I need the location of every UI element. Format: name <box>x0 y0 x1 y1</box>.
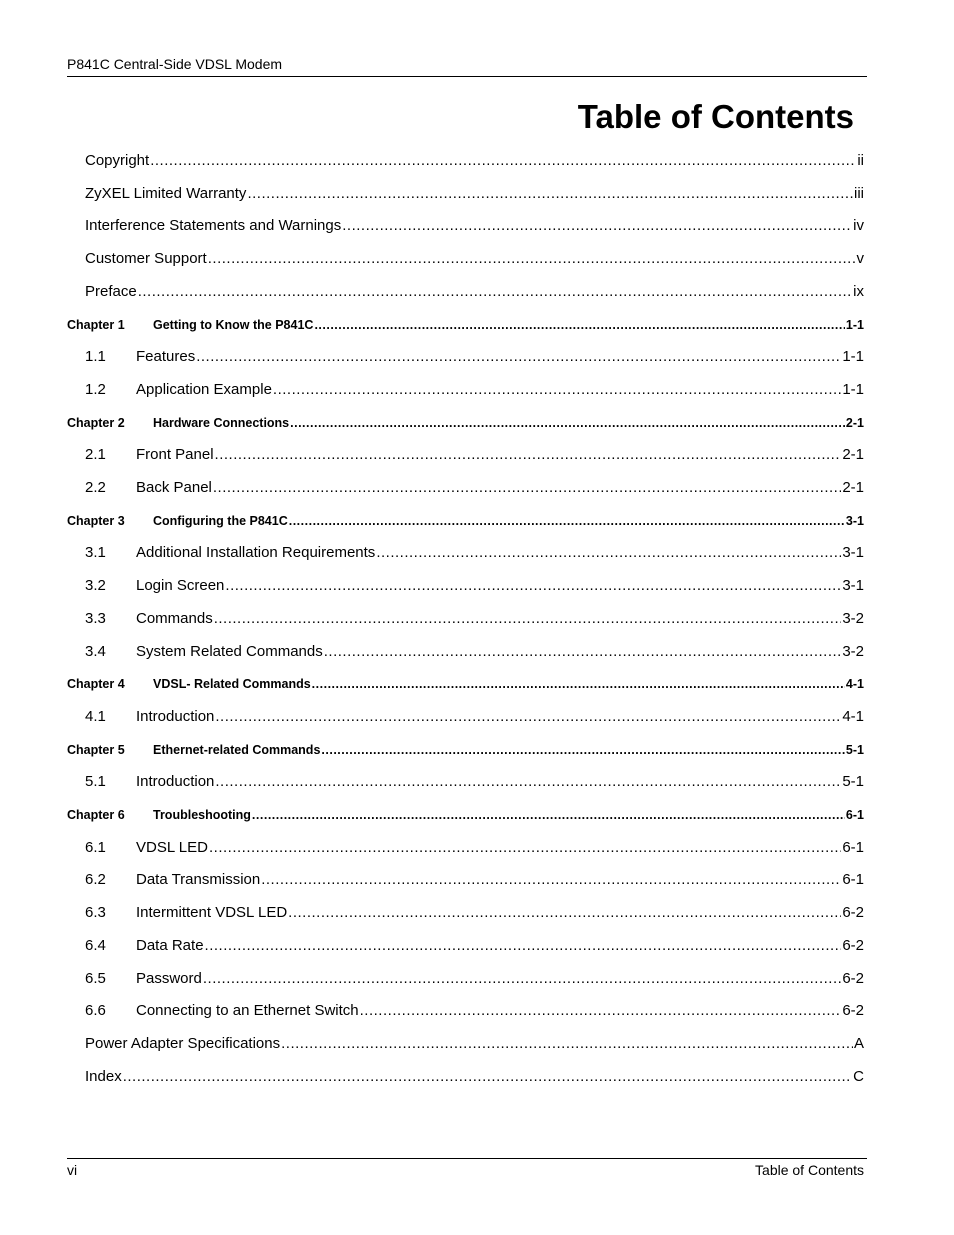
toc-page-number: 2-1 <box>842 479 864 496</box>
toc-section-row[interactable] <box>85 871 864 891</box>
toc-section-row[interactable] <box>85 479 864 499</box>
toc-section-number: 6.4 <box>85 936 106 954</box>
toc-leader-dots <box>215 708 841 725</box>
toc-entry-title: Introduction <box>136 707 215 725</box>
toc-section-row[interactable] <box>85 643 864 663</box>
toc-entry-label <box>85 839 208 856</box>
toc-section-number: 1.2 <box>85 380 106 398</box>
toc-page-number: A <box>853 1034 864 1052</box>
toc-page-number: 5-1 <box>842 773 864 791</box>
toc-leader-dots <box>213 479 841 496</box>
toc-entry-title: Index <box>85 1067 122 1085</box>
toc-page-number: 6-1 <box>845 808 864 822</box>
toc-entry-row[interactable] <box>85 1035 864 1055</box>
toc-entry-row[interactable] <box>85 1068 864 1088</box>
toc-entry-label <box>85 1068 122 1085</box>
toc-page-number: 3-1 <box>842 577 864 595</box>
toc-section-row[interactable] <box>85 348 864 368</box>
toc-entry-row[interactable] <box>85 217 864 237</box>
toc-page-number: 2-1 <box>845 415 864 430</box>
toc-section-number: 6.3 <box>85 904 106 922</box>
toc-page-number: 6-1 <box>842 871 864 889</box>
toc-chapter-title: Hardware Connections <box>153 415 290 430</box>
toc-entry-title: ZyXEL Limited Warranty <box>85 184 247 202</box>
toc-section-number: 2.1 <box>85 446 106 464</box>
page-footer <box>67 1158 867 1183</box>
toc-page-number: ii <box>857 152 864 169</box>
toc-entry-title: Intermittent VDSL LED <box>136 904 288 922</box>
toc-entry-label <box>85 217 341 234</box>
toc-page-number: iv <box>853 217 864 235</box>
toc-entry-title: Customer Support <box>85 250 207 268</box>
toc-entry-title: Application Example <box>136 380 272 398</box>
toc-leader-dots <box>252 808 845 822</box>
toc-page-number: 6-2 <box>842 936 864 954</box>
toc-chapter-number: Chapter 1 <box>67 317 125 332</box>
toc-page-number: 3-1 <box>842 544 864 562</box>
toc-entry-label <box>85 152 149 169</box>
toc-section-row[interactable] <box>85 708 864 728</box>
toc-section-row[interactable] <box>85 544 864 564</box>
toc-entry-label <box>85 708 214 725</box>
toc-section-number: 3.2 <box>85 577 106 595</box>
toc-section-number: 3.4 <box>85 642 106 660</box>
toc-page-number: iii <box>854 184 864 202</box>
toc-chapter-title: Ethernet-related Commands <box>153 742 321 757</box>
toc-page-number: v <box>856 250 864 268</box>
toc-leader-dots <box>203 970 841 987</box>
toc-section-row[interactable] <box>85 970 864 990</box>
toc-section-number: 3.1 <box>85 544 106 562</box>
toc-entry-label <box>85 610 213 627</box>
toc-entry-label <box>85 643 323 660</box>
toc-section-row[interactable] <box>85 610 864 630</box>
toc-entry-label <box>67 514 288 528</box>
header-title: P841C Central-Side VDSL Modem <box>67 56 283 72</box>
toc-leader-dots <box>225 577 841 594</box>
page-header <box>67 56 867 77</box>
toc-leader-dots <box>150 152 856 169</box>
toc-entry-title: Connecting to an Ethernet Switch <box>136 1002 359 1020</box>
toc-page-number: ix <box>853 282 864 300</box>
toc-entry-label <box>67 318 313 332</box>
toc-page-number: 3-1 <box>845 513 864 528</box>
toc-section-row[interactable] <box>85 446 864 466</box>
toc-leader-dots <box>342 217 852 234</box>
toc-leader-dots <box>273 381 841 398</box>
toc-leader-dots <box>138 283 852 300</box>
toc-entry-title: Copyright <box>85 152 150 169</box>
toc-section-row[interactable] <box>85 839 864 859</box>
toc-section-number: 6.1 <box>85 838 106 856</box>
toc-entry-label <box>85 185 246 202</box>
toc-leader-dots <box>376 544 841 561</box>
toc-leader-dots <box>324 643 842 660</box>
toc-leader-dots <box>321 743 845 757</box>
toc-page-number: 1-1 <box>845 317 864 332</box>
toc-leader-dots <box>196 348 841 365</box>
toc-entry-label <box>85 773 214 790</box>
toc-leader-dots <box>312 677 845 691</box>
toc-leader-dots <box>261 871 841 888</box>
toc-entry-label <box>85 1035 280 1052</box>
toc-leader-dots <box>215 773 841 790</box>
toc-leader-dots <box>247 185 853 202</box>
toc-entry-label <box>85 446 214 463</box>
toc-entry-label <box>67 677 311 691</box>
toc-entry-label <box>85 937 204 954</box>
toc-leader-dots <box>214 610 842 627</box>
toc-entry-label <box>85 871 260 888</box>
toc-page-number: 3-2 <box>842 609 864 627</box>
toc-section-number: 6.5 <box>85 969 106 987</box>
toc-page-number: 3-2 <box>842 642 864 660</box>
toc-entry-label <box>85 381 272 398</box>
toc-entry-label <box>85 970 202 987</box>
toc-chapter-row[interactable] <box>67 808 864 826</box>
toc-page-number: 1-1 <box>842 348 864 366</box>
toc-entry-title: Introduction <box>136 773 215 791</box>
toc-leader-dots <box>360 1002 842 1019</box>
toc-entry-title: Data Rate <box>136 936 204 954</box>
toc-entry-label <box>85 348 195 365</box>
toc-entry-label <box>85 544 375 561</box>
toc-section-row[interactable] <box>85 577 864 597</box>
toc-page-number: 4-1 <box>842 707 864 725</box>
toc-leader-dots <box>288 904 841 921</box>
toc-entry-row[interactable] <box>85 250 864 270</box>
toc-chapter-number: Chapter 5 <box>67 742 125 757</box>
toc-entry-label <box>85 577 224 594</box>
toc-leader-dots <box>215 446 842 463</box>
toc-entry-label <box>85 250 207 267</box>
toc-page-number: 6-1 <box>842 838 864 856</box>
toc-page-number: 6-2 <box>842 904 864 922</box>
toc-entry-title: Login Screen <box>136 577 225 595</box>
toc-page-number: 1-1 <box>842 380 864 398</box>
footer-section-title: Table of Contents <box>755 1162 864 1178</box>
toc-leader-dots <box>123 1068 852 1085</box>
toc-page-number: 4-1 <box>845 677 864 692</box>
toc-section-number: 1.1 <box>85 348 106 366</box>
toc-entry-title: VDSL LED <box>136 838 208 856</box>
toc-entry-row[interactable] <box>85 283 864 303</box>
toc-leader-dots <box>281 1035 853 1052</box>
toc-page-number: C <box>853 1067 864 1085</box>
toc-page-number: 6-2 <box>842 969 864 987</box>
toc-entry-title: Back Panel <box>136 479 212 496</box>
toc-entry-title: Data Transmission <box>136 871 261 889</box>
toc-entry-label <box>85 1002 359 1019</box>
page-title: Table of Contents <box>577 98 854 135</box>
toc-entry-title: Password <box>136 969 202 987</box>
footer-page-number: vi <box>67 1162 78 1178</box>
toc-entry-label <box>85 904 287 921</box>
toc-entry-label <box>67 808 251 822</box>
toc-entry-title: Preface <box>85 282 137 300</box>
toc-entry-title: Interference Statements and Warnings <box>85 217 342 235</box>
toc-entry-label <box>67 743 320 757</box>
toc-leader-dots <box>205 937 842 954</box>
toc-leader-dots <box>314 318 844 332</box>
toc-entry-title: Power Adapter Specifications <box>85 1034 281 1052</box>
toc-chapter-title: VDSL- Related Commands <box>153 677 311 692</box>
toc-chapter-title: Configuring the P841C <box>153 513 288 528</box>
toc-page-number: 6-2 <box>842 1002 864 1020</box>
toc-entry-label <box>67 416 289 430</box>
toc-entry-label <box>85 479 212 496</box>
toc-section-row[interactable] <box>85 937 864 957</box>
toc-chapter-row[interactable] <box>67 677 864 695</box>
toc-entry-title: Additional Installation Requirements <box>136 544 376 562</box>
toc-page-number: 2-1 <box>842 446 864 464</box>
toc-chapter-number: Chapter 4 <box>67 677 125 692</box>
toc-entry-title: Commands <box>136 609 213 627</box>
toc-entry-label <box>85 283 137 300</box>
toc-chapter-row[interactable] <box>67 514 864 532</box>
toc-section-row[interactable] <box>85 381 864 401</box>
toc-chapter-number: Chapter 6 <box>67 808 125 822</box>
toc-chapter-row[interactable] <box>67 318 864 336</box>
toc-section-number: 6.6 <box>85 1002 106 1020</box>
toc-chapter-title: Getting to Know the P841C <box>153 317 314 332</box>
toc-leader-dots <box>208 250 856 267</box>
toc-leader-dots <box>209 839 841 856</box>
toc-chapter-row[interactable] <box>67 743 864 761</box>
toc-section-number: 3.3 <box>85 609 106 627</box>
toc-section-number: 6.2 <box>85 871 106 889</box>
toc-section-number: 4.1 <box>85 707 106 725</box>
toc-leader-dots <box>290 416 845 430</box>
toc-entry-title: Front Panel <box>136 446 214 464</box>
toc-section-row[interactable] <box>85 1002 864 1022</box>
toc-section-number: 2.2 <box>85 479 106 496</box>
toc-section-number: 5.1 <box>85 773 106 791</box>
toc-chapter-number: Chapter 3 <box>67 513 125 528</box>
toc-chapter-title: Troubleshooting <box>153 808 251 822</box>
toc-entry-row[interactable] <box>85 152 864 172</box>
toc-section-row[interactable] <box>85 904 864 924</box>
toc-section-row[interactable] <box>85 773 864 793</box>
toc-leader-dots <box>289 514 845 528</box>
toc-entry-title: System Related Commands <box>136 642 323 660</box>
toc-page-number: 5-1 <box>845 742 864 757</box>
toc-entry-title: Features <box>136 348 196 366</box>
toc-chapter-number: Chapter 2 <box>67 415 125 430</box>
toc-entry-row[interactable] <box>85 185 864 205</box>
toc-chapter-row[interactable] <box>67 416 864 434</box>
